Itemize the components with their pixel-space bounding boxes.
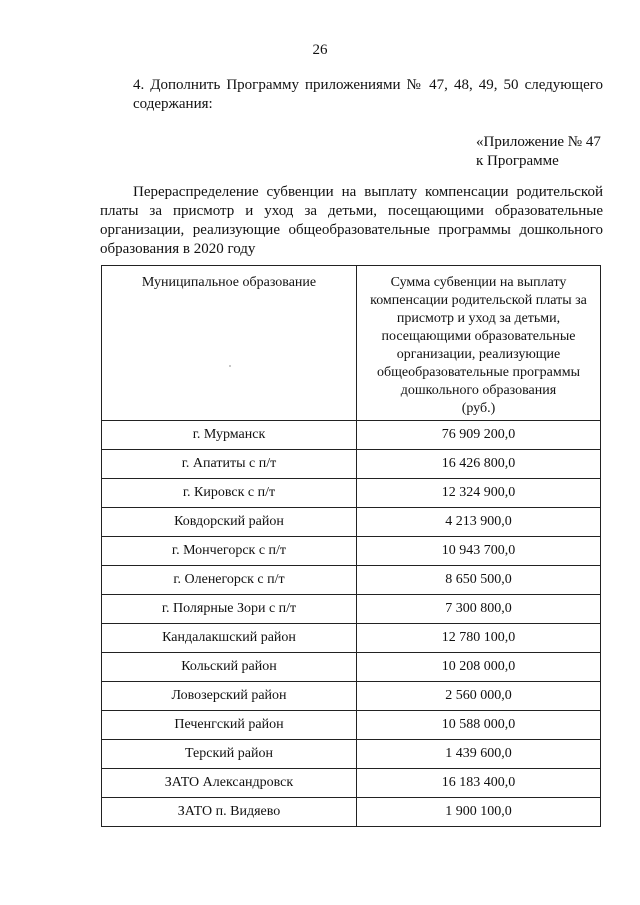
table-row xyxy=(102,508,601,537)
amount-cell: 16 426 800,0 xyxy=(357,450,601,479)
header-amount-line: организации, реализующие xyxy=(396,347,561,362)
table-row xyxy=(102,653,601,682)
table-row xyxy=(102,595,601,624)
amount-cell: 10 208 000,0 xyxy=(357,653,601,682)
table-row xyxy=(102,624,601,653)
municipality-cell: г. Кировск с п/т xyxy=(102,479,357,508)
header-amount-line: общеобразовательные программы xyxy=(376,365,581,380)
municipality-cell: г. Полярные Зори с п/т xyxy=(102,595,357,624)
amount-cell: 76 909 200,0 xyxy=(357,421,601,450)
header-amount xyxy=(357,266,601,421)
header-amount-line: Сумма субвенции на выплату xyxy=(390,275,567,290)
header-amount-line: компенсации родительской платы за xyxy=(370,293,587,308)
amount-cell: 10 943 700,0 xyxy=(357,537,601,566)
amount-cell: 1 439 600,0 xyxy=(357,740,601,769)
amount-cell: 8 650 500,0 xyxy=(357,566,601,595)
subvention-table xyxy=(101,265,601,827)
amount-cell: 12 780 100,0 xyxy=(357,624,601,653)
table-row xyxy=(102,711,601,740)
municipality-cell: г. Мурманск xyxy=(102,421,357,450)
appendix-line-1: «Приложение № 47 xyxy=(476,134,601,150)
table-row xyxy=(102,479,601,508)
table-row xyxy=(102,769,601,798)
municipality-cell: ЗАТО п. Видяево xyxy=(102,798,357,827)
appendix-reference xyxy=(476,133,626,171)
municipality-cell: Кольский район xyxy=(102,653,357,682)
municipality-cell: Терский район xyxy=(102,740,357,769)
page-number: 26 xyxy=(312,42,328,58)
header-amount-line: дошкольного образования xyxy=(400,383,557,398)
municipality-cell: Ковдорский район xyxy=(102,508,357,537)
table-row xyxy=(102,798,601,827)
municipality-cell: г. Апатиты с п/т xyxy=(102,450,357,479)
header-amount-line: (руб.) xyxy=(461,401,496,416)
table-row xyxy=(102,740,601,769)
paragraph-amendment: 4. Дополнить Программу приложениями № 47, 48, 49, 50 следующего содержания: xyxy=(133,77,603,112)
municipality-cell: г. Оленегорск с п/т xyxy=(102,566,357,595)
table-row xyxy=(102,421,601,450)
amount-cell: 10 588 000,0 xyxy=(357,711,601,740)
table-row xyxy=(102,682,601,711)
header-amount-line: присмотр и уход за детьми, xyxy=(396,311,561,326)
header-municipality: Муниципальное образование xyxy=(102,266,357,421)
municipality-cell: ЗАТО Александровск xyxy=(102,769,357,798)
table-body xyxy=(102,421,601,827)
amount-cell: 7 300 800,0 xyxy=(357,595,601,624)
municipality-cell: Печенгский район xyxy=(102,711,357,740)
municipality-cell: Ловозерский район xyxy=(102,682,357,711)
table-header-row xyxy=(102,266,601,421)
amount-cell: 12 324 900,0 xyxy=(357,479,601,508)
amount-cell: 1 900 100,0 xyxy=(357,798,601,827)
table-title: Перераспределение субвенции на выплату компенсации родительской платы за присмотр и уход за детьми, посещающими образовательные организации, реализующие общеобразовательные программы дошкольного образования в 2020 году xyxy=(100,184,603,257)
appendix-line-2: к Программе xyxy=(476,153,559,169)
municipality-cell: Кандалакшский район xyxy=(102,624,357,653)
municipality-cell: г. Мончегорск с п/т xyxy=(102,537,357,566)
table-row xyxy=(102,566,601,595)
amount-cell: 4 213 900,0 xyxy=(357,508,601,537)
table-row xyxy=(102,450,601,479)
amount-cell: 2 560 000,0 xyxy=(357,682,601,711)
table-row xyxy=(102,537,601,566)
header-amount-line: посещающими образовательные xyxy=(381,329,576,344)
amount-cell: 16 183 400,0 xyxy=(357,769,601,798)
